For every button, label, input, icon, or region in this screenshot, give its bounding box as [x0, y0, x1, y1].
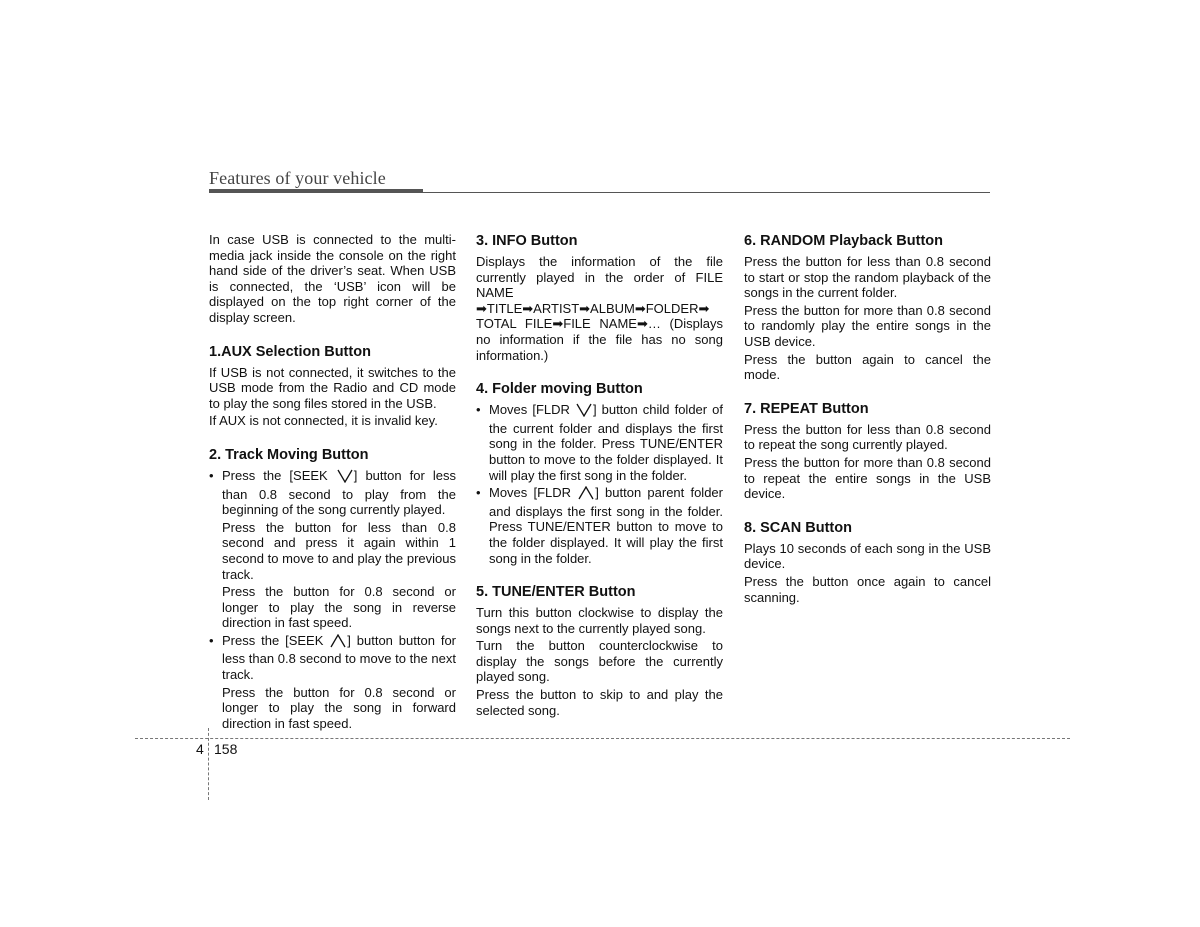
- footer-rule: [135, 738, 1070, 739]
- track-b1-cont-3: Press the button for 0.8 second or longer to play the song in reverse direction in fast speed.: [222, 584, 456, 631]
- track-b1-pre: Press the [SEEK: [222, 467, 336, 483]
- header-rule-thick: [209, 189, 423, 193]
- section-title: Features of your vehicle: [209, 168, 386, 188]
- scan-text-1: Plays 10 seconds of each song in the USB device.: [744, 540, 991, 572]
- track-b1-cont-2: Press the button for less than 0.8 second and press it again within 1 second to move to and play the previous track.: [222, 519, 456, 582]
- chevron-down-icon: [337, 469, 353, 487]
- bullet: •: [476, 485, 481, 501]
- chevron-up-icon: [578, 486, 594, 504]
- list-item: [476, 485, 723, 566]
- bullet: •: [476, 402, 481, 418]
- folder-b1-post: ] button child folder of the current folder and displays the first song in the folder. Press TUNE/ENTER button to move to the folder displayed. It will play the first song in the folder.: [489, 402, 723, 483]
- column-right: [744, 232, 991, 607]
- track-b2-pre: Press the [SEEK: [222, 632, 330, 648]
- track-list: [209, 468, 456, 732]
- column-middle: [476, 232, 723, 720]
- aux-text-1: If USB is not connected, it switches to the USB mode from the Radio and CD mode to play the song files stored in the USB.: [209, 364, 456, 411]
- tune-text-3: Press the button to skip to and play the selected song.: [476, 687, 723, 718]
- chevron-down-icon: [576, 403, 592, 421]
- track-heading: 2. Track Moving Button: [209, 446, 369, 463]
- folder-b2-pre: Moves [FLDR: [489, 485, 578, 501]
- track-b2-post: ] button button for less than 0.8 second to move to the next track.: [222, 632, 456, 683]
- chapter-number: 4: [196, 741, 204, 757]
- track-b1-post: ] button for less than 0.8 second to play from the beginning of the song currently played.: [222, 467, 456, 518]
- list-item: [209, 633, 456, 732]
- folder-list: [476, 402, 723, 566]
- tune-text-2: Turn the button counterclockwise to display the songs before the currently played song.: [476, 638, 723, 685]
- repeat-heading: 7. REPEAT Button: [744, 400, 869, 417]
- tune-heading: 5. TUNE/ENTER Button: [476, 584, 636, 601]
- repeat-text-2: Press the button for more than 0.8 second to repeat the entire songs in the USB device.: [744, 454, 991, 502]
- random-text-3: Press the button again to cancel the mode.: [744, 351, 991, 383]
- bullet: •: [209, 467, 214, 483]
- random-text-1: Press the button for less than 0.8 second to start or stop the random playback of the songs in the current folder.: [744, 254, 991, 301]
- chevron-up-icon: [330, 634, 346, 652]
- footer-divider: [208, 728, 209, 800]
- info-text: Displays the information of the file currently played in the order of FILE NAME ➡TITLE➡ARTIST➡ALBUM➡FOLDER➡ TOTAL FILE➡FILE NAME➡… (Displays no information if the file has no song information.): [476, 254, 723, 363]
- scan-text-2: Press the button once again to cancel scanning.: [744, 573, 991, 605]
- repeat-text-1: Press the button for less than 0.8 second to repeat the song currently played.: [744, 421, 991, 453]
- random-heading: 6. RANDOM Playback Button: [744, 233, 943, 249]
- list-item: [476, 402, 723, 483]
- tune-text-1: Turn this button clockwise to display the songs next to the currently played song.: [476, 605, 723, 636]
- page-number: 158: [214, 741, 238, 757]
- list-item: [209, 468, 456, 631]
- info-heading: 3. INFO Button: [476, 233, 578, 249]
- scan-heading: 8. SCAN Button: [744, 519, 852, 536]
- header-rule-thin: [423, 192, 990, 193]
- column-left: [209, 232, 456, 733]
- intro-text: In case USB is connected to the multi-media jack inside the console on the right hand side of the driver’s seat. When USB is connected, the ‘USB’ icon will be displayed on the top right corner of the display screen.: [209, 232, 456, 325]
- folder-b1-pre: Moves [FLDR: [489, 402, 575, 418]
- aux-heading: 1.AUX Selection Button: [209, 343, 371, 360]
- folder-b2-post: ] button parent folder and displays the first song in the folder. Press TUNE/ENTER button to move to the folder displayed. It will play the first song in the folder.: [489, 485, 723, 566]
- track-b2-cont-2: Press the button for 0.8 second or longer to play the song in forward direction in fast speed.: [222, 684, 456, 731]
- aux-text-2: If AUX is not connected, it is invalid key.: [209, 413, 438, 429]
- bullet: •: [209, 632, 214, 648]
- random-text-2: Press the button for more than 0.8 second to randomly play the entire songs in the USB device.: [744, 302, 991, 349]
- folder-heading: 4. Folder moving Button: [476, 381, 643, 398]
